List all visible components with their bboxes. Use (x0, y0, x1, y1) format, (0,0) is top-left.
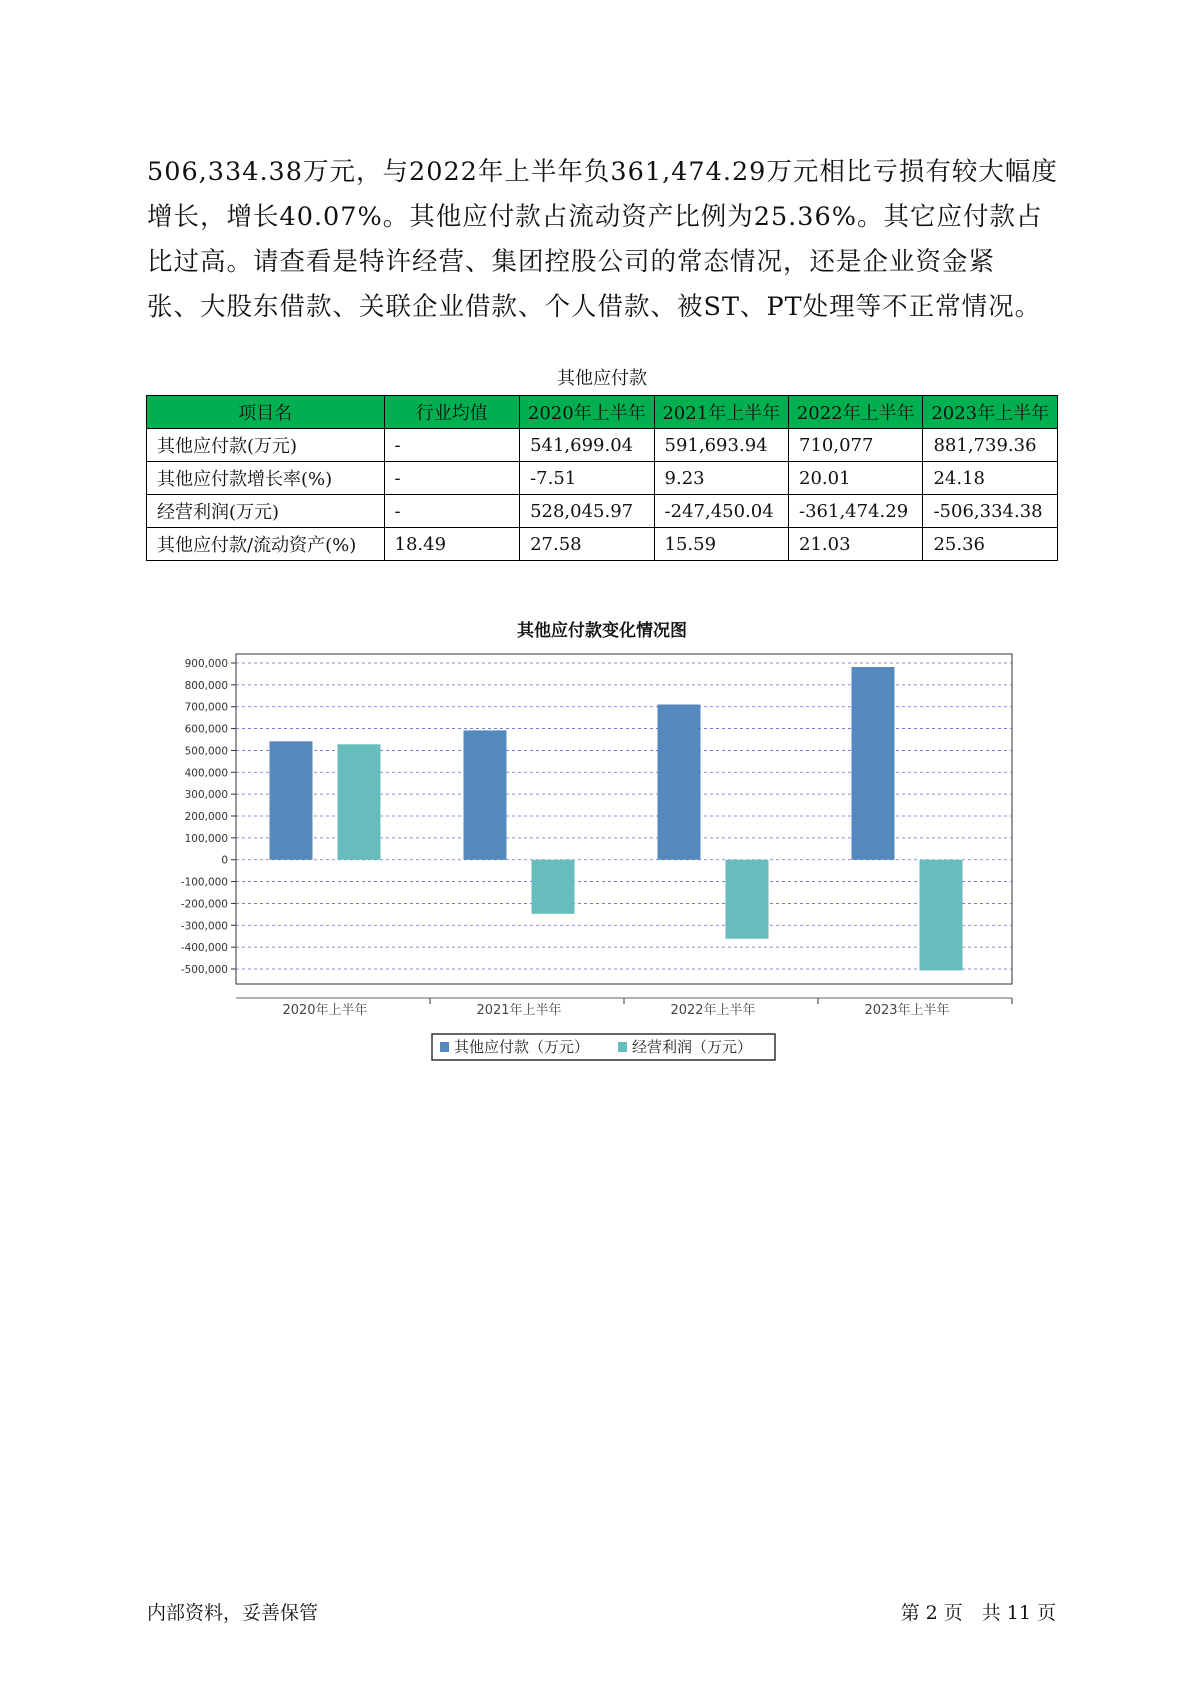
table-cell: 881,739.36 (923, 429, 1058, 462)
bar (726, 860, 769, 939)
x-tick-label: 2020年上半年 (282, 1003, 368, 1018)
bar (852, 667, 895, 860)
y-tick-label: 0 (221, 854, 228, 867)
y-tick-label: 300,000 (184, 789, 228, 802)
table-cell: 15.59 (654, 528, 788, 561)
table-cell: -7.51 (520, 462, 654, 495)
table-header-cell: 2022年上半年 (789, 396, 923, 429)
table-header-cell: 行业均值 (384, 396, 520, 429)
table-cell: 9.23 (654, 462, 788, 495)
table-cell: - (384, 495, 520, 528)
y-tick-label: 900,000 (184, 658, 228, 670)
paragraph-line: 比过高。请查看是特许经营、集团控股公司的常态情况，还是企业资金紧 (147, 247, 996, 277)
table-cell: -247,450.04 (654, 495, 788, 528)
x-tick-label: 2022年上半年 (670, 1003, 756, 1018)
legend-swatch (618, 1042, 627, 1052)
bar (658, 705, 701, 860)
table-cell: 其他应付款/流动资产(%) (147, 528, 385, 561)
table-cell: -506,334.38 (923, 495, 1058, 528)
table-cell: 20.01 (789, 462, 923, 495)
table-cell: 528,045.97 (520, 495, 654, 528)
legend-swatch (440, 1042, 449, 1052)
table-cell: - (384, 429, 520, 462)
paragraph-line: 张、大股东借款、关联企业借款、个人借款、被ST、PT处理等不正常情况。 (147, 292, 1042, 322)
page-number: 第 2 页 共 11 页 (900, 1602, 1056, 1624)
y-tick-label: -200,000 (180, 898, 228, 911)
chart-title: 其他应付款变化情况图 (517, 621, 687, 641)
table-cell: 25.36 (923, 528, 1058, 561)
table-cell: 经营利润(万元) (147, 495, 385, 528)
legend-label: 经营利润（万元） (632, 1038, 753, 1056)
y-tick-label: 500,000 (184, 745, 228, 758)
footer-note: 内部资料，妥善保管 (147, 1602, 319, 1624)
y-tick-label: -300,000 (180, 920, 228, 933)
table-header-cell: 2020年上半年 (520, 396, 654, 429)
table-cell: - (384, 462, 520, 495)
paragraph-line: 506,334.38万元，与2022年上半年负361,474.29万元相比亏损有较大幅度 (147, 157, 1058, 187)
y-tick-label: -400,000 (180, 942, 228, 955)
table-caption: 其他应付款 (557, 368, 647, 389)
legend-label: 其他应付款（万元） (454, 1038, 590, 1056)
table-cell: 其他应付款(万元) (147, 429, 385, 462)
y-tick-label: 200,000 (184, 811, 228, 823)
x-tick-label: 2023年上半年 (864, 1003, 950, 1018)
bar (464, 730, 507, 859)
y-tick-label: 800,000 (184, 679, 228, 692)
y-tick-label: 400,000 (184, 767, 228, 780)
table-header-cell: 2023年上半年 (923, 396, 1058, 429)
y-tick-label: 600,000 (184, 723, 228, 736)
table-cell: 541,699.04 (520, 429, 654, 462)
bar (920, 860, 963, 971)
y-tick-label: -500,000 (180, 964, 228, 976)
x-tick-label: 2021年上半年 (476, 1003, 562, 1018)
table-cell: 710,077 (789, 429, 923, 462)
paragraph-line: 增长，增长40.07%。其他应付款占流动资产比例为25.36%。其它应付款占 (147, 202, 1043, 232)
table-cell: 18.49 (384, 528, 520, 561)
y-tick-label: -100,000 (180, 876, 228, 889)
table-header-cell: 2021年上半年 (654, 396, 788, 429)
table-cell: 21.03 (789, 528, 923, 561)
bar (532, 860, 575, 914)
y-tick-label: 100,000 (184, 832, 228, 845)
bar (338, 744, 381, 859)
table-cell: 24.18 (923, 462, 1058, 495)
bar (270, 741, 313, 859)
table-cell: 其他应付款增长率(%) (147, 462, 385, 495)
table-cell: 27.58 (520, 528, 654, 561)
table-cell: 591,693.94 (654, 429, 788, 462)
table-cell: -361,474.29 (789, 495, 923, 528)
y-tick-label: 700,000 (184, 701, 228, 714)
table-header-cell: 项目名 (147, 396, 385, 429)
